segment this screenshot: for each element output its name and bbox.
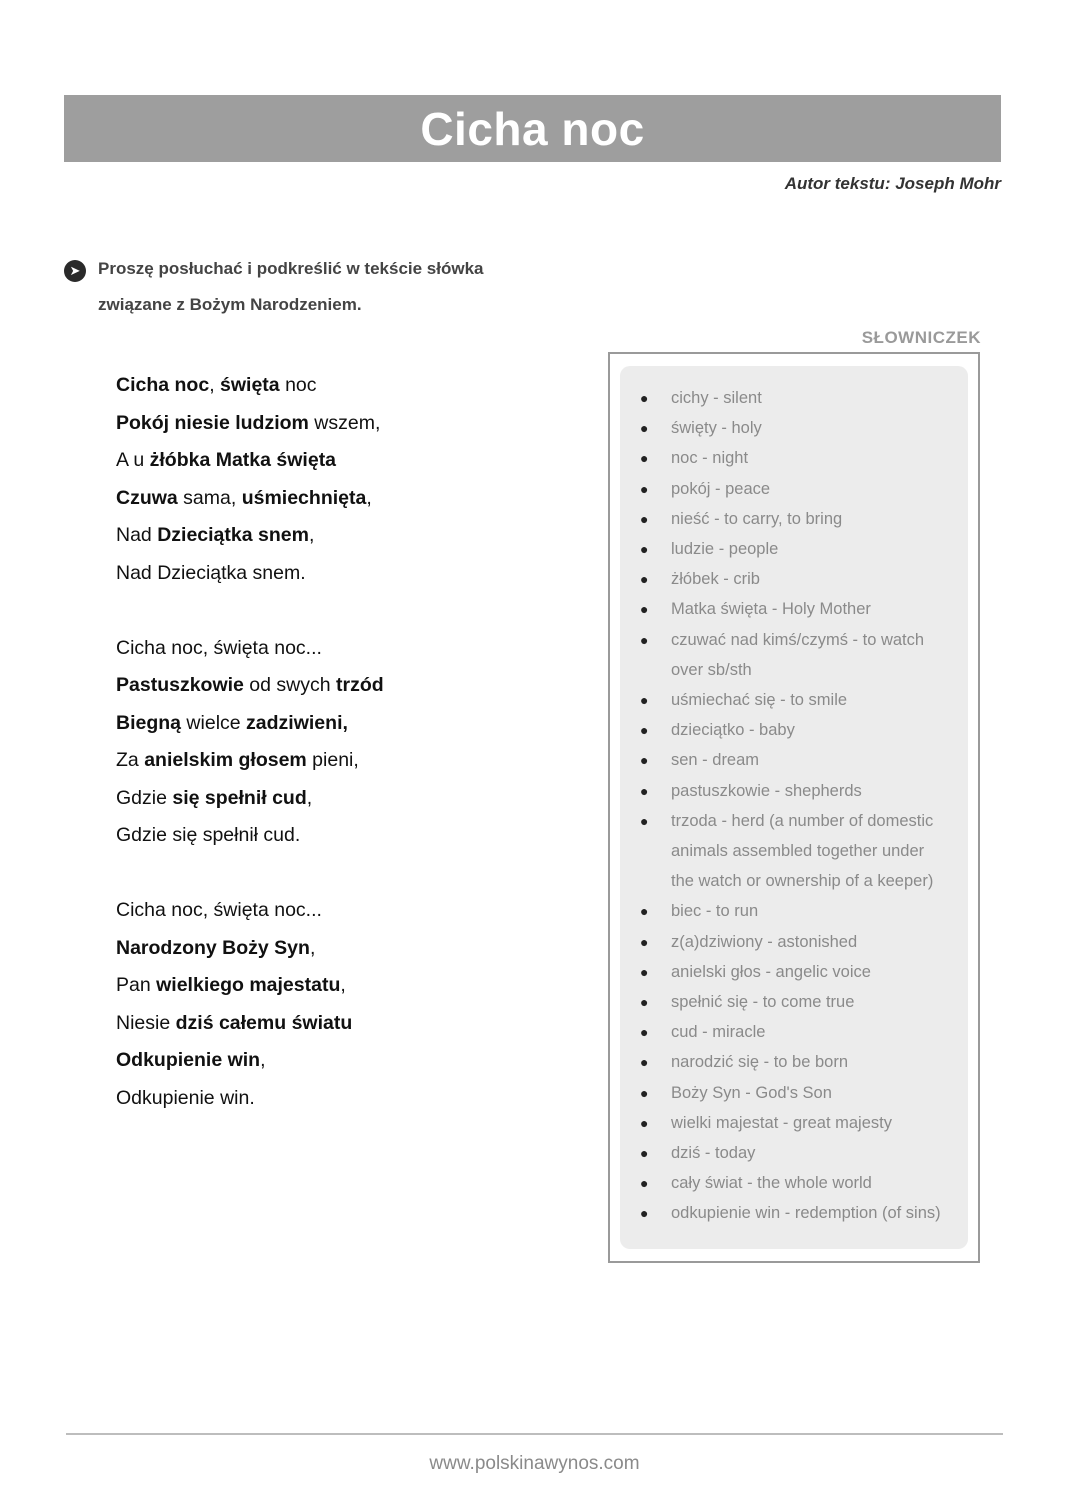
bullet-icon: ●	[640, 480, 649, 497]
lyric-line	[116, 373, 384, 411]
dictionary-entry-text: anielski głos - angelic voice	[671, 962, 871, 981]
lyric-keyword: wielkiego majestatu	[156, 974, 341, 996]
lyric-text: Pan	[116, 974, 157, 996]
author-credit: Autor tekstu: Joseph Mohr	[784, 174, 1001, 193]
lyric-keyword: uśmiechnięta	[241, 486, 367, 509]
dictionary-entry-text: uśmiechać się - to smile	[671, 691, 848, 710]
bullet-icon: ●	[640, 1175, 649, 1192]
dictionary-entry-text: pokój - peace	[671, 479, 771, 498]
dictionary-item	[640, 927, 970, 957]
lyric-text: ,	[366, 486, 372, 509]
bullet-icon: ●	[640, 963, 649, 980]
dictionary-entry-text: animals assembled together under	[671, 842, 925, 861]
dictionary-entry-text: spełnić się - to come true	[671, 993, 855, 1012]
bullet-icon: ●	[640, 631, 649, 648]
lyric-line	[116, 898, 384, 936]
lyric-line	[116, 523, 384, 561]
lyric-text: Cicha noc, święta noc...	[116, 636, 322, 659]
lyric-keyword: się spełnił cud	[172, 786, 307, 809]
lyric-text: ,	[260, 1049, 266, 1071]
lyric-text: od swych	[243, 674, 337, 696]
lyric-text: ,	[306, 786, 313, 809]
lyric-text: wszem,	[308, 411, 381, 434]
dictionary-entry-text: nieść - to carry, to bring	[671, 509, 843, 528]
lyric-line	[116, 1048, 384, 1086]
lyric-keyword: Pokój niesie ludziom	[116, 411, 309, 434]
lyric-line	[116, 786, 384, 824]
lyric-line	[116, 561, 384, 599]
lyric-line	[116, 748, 384, 786]
lyric-line	[116, 823, 384, 861]
lyric-keyword: anielskim głosem	[144, 749, 307, 771]
stanza-gap	[116, 861, 384, 899]
lyric-text: sama,	[177, 486, 242, 509]
dictionary-item	[640, 1017, 970, 1047]
bullet-icon: ●	[640, 390, 649, 406]
bullet-icon: ●	[640, 903, 649, 920]
dictionary-item	[640, 745, 970, 775]
bullet-icon: ●	[640, 420, 649, 437]
dictionary-entry-text: trzoda - herd (a number of domestic	[671, 811, 934, 830]
dictionary-item	[640, 896, 970, 926]
lyric-text: noc	[279, 374, 317, 396]
dictionary-entry-text: sen - dream	[671, 751, 760, 770]
title-banner	[64, 95, 1001, 162]
lyric-text: A u	[116, 449, 150, 471]
lyric-line	[116, 1086, 384, 1124]
lyric-line	[116, 636, 384, 674]
bullet-icon: ●	[640, 782, 649, 799]
bullet-icon: ●	[640, 933, 649, 950]
dictionary-item	[640, 413, 970, 443]
dictionary-entry-text: pastuszkowie - shepherds	[671, 781, 862, 800]
dictionary-entry-text: Matka święta - Holy Mother	[671, 600, 871, 619]
footer-url: www.polskinawynos.com	[429, 1453, 640, 1474]
lyric-keyword: Narodzony Boży Syn	[116, 936, 310, 959]
lyric-line	[116, 486, 384, 524]
lyric-text: Niesie	[116, 1011, 176, 1034]
dictionary-item	[640, 534, 970, 564]
bullet-icon: ●	[640, 601, 649, 618]
lyric-line	[116, 411, 384, 449]
lyric-keyword: Czuwa	[116, 486, 178, 509]
dictionary-entry-text: dziś - today	[671, 1144, 756, 1163]
dictionary-item	[640, 776, 970, 806]
dictionary-entry-text: biec - to run	[671, 902, 759, 921]
dictionary-entry-text: Boży Syn - God's Son	[671, 1083, 832, 1102]
dictionary-item	[640, 1198, 970, 1228]
dictionary-item	[640, 625, 970, 685]
lyric-keyword: Odkupienie win	[116, 1049, 261, 1071]
instruction-line-2: związane z Bożym Narodzeniem.	[98, 295, 362, 314]
page-title: Cicha noc	[420, 102, 645, 155]
dictionary-entry-text: ludzie - people	[671, 540, 779, 559]
dictionary-item	[640, 715, 970, 745]
dictionary-entry-text: dzieciątko - baby	[671, 721, 795, 740]
lyric-line	[116, 673, 384, 711]
dictionary-item	[640, 685, 970, 715]
lyric-keyword: trzód	[336, 674, 384, 696]
dictionary-entry-text: święty - holy	[671, 419, 762, 438]
dictionary-item	[640, 1078, 970, 1108]
bullet-icon: ●	[640, 571, 649, 588]
dictionary-entry-text: cud - miracle	[671, 1023, 766, 1042]
lyric-text: ,	[309, 936, 316, 959]
bullet-icon: ●	[640, 541, 649, 558]
lyric-keyword: zadziwieni,	[246, 711, 348, 734]
lyric-keyword: żłóbka Matka święta	[149, 449, 337, 471]
dictionary-entry-text: the watch or ownership of a keeper)	[671, 872, 934, 891]
lyric-text: wielce	[181, 711, 247, 734]
lyric-text: Gdzie się spełnił cud.	[116, 824, 301, 846]
lyric-line	[116, 448, 384, 486]
bullet-icon: ●	[640, 510, 649, 527]
dictionary-item	[640, 1138, 970, 1168]
dictionary-item	[640, 1108, 970, 1138]
lyric-text: Gdzie	[116, 786, 173, 809]
bullet-icon: ●	[640, 1054, 649, 1071]
dictionary-item	[640, 806, 970, 897]
dictionary-entry-text: wielki majestat - great majesty	[671, 1113, 892, 1132]
lyric-keyword: dziś całemu światu	[175, 1011, 353, 1034]
bullet-icon: ●	[640, 1145, 649, 1162]
dictionary-item	[640, 1168, 970, 1198]
lyric-text: ,	[340, 974, 346, 996]
dictionary-item	[640, 443, 970, 473]
dictionary-item	[640, 504, 970, 534]
dictionary-item	[640, 594, 970, 624]
dictionary-entry-text: z(a)dziwiony - astonished	[671, 932, 858, 951]
lyric-keyword: Dzieciątka snem	[157, 524, 309, 546]
bullet-icon: ●	[640, 450, 649, 467]
dictionary-entry-text: żłóbek - crib	[671, 570, 760, 589]
dictionary-entry-text: over sb/sth	[671, 660, 752, 679]
lyric-keyword: Pastuszkowie	[116, 674, 244, 696]
bullet-icon: ●	[640, 1205, 649, 1222]
lyric-text: Cicha noc, święta noc...	[116, 899, 322, 921]
dictionary-list	[640, 383, 970, 1229]
dictionary-entry-text: cały świat - the whole world	[671, 1174, 872, 1193]
lyric-text: pieni,	[306, 749, 359, 771]
bullet-icon: ●	[640, 722, 649, 739]
lyric-line	[116, 973, 384, 1011]
dictionary-entry-text: noc - night	[671, 449, 749, 468]
dictionary-item	[640, 383, 970, 413]
bullet-icon: ●	[640, 812, 649, 829]
dictionary-item	[640, 564, 970, 594]
dictionary-entry-text: czuwać nad kimś/czymś - to watch	[671, 630, 925, 649]
lyric-text: Nad Dzieciątka snem.	[116, 561, 306, 584]
lyric-keyword: Cicha noc	[116, 374, 210, 396]
bullet-icon: ●	[640, 692, 649, 709]
lyric-line	[116, 936, 384, 974]
lyric-keyword: Biegną	[116, 711, 182, 734]
stanza-gap	[116, 598, 384, 636]
dictionary-heading: SŁOWNICZEK	[861, 328, 981, 347]
dictionary-item	[640, 1047, 970, 1077]
bullet-icon: ●	[640, 752, 649, 769]
bullet-icon: ●	[640, 1114, 649, 1131]
lyric-text: Odkupienie win.	[116, 1086, 255, 1109]
lyric-line	[116, 711, 384, 749]
lyric-text: ,	[308, 524, 315, 546]
lyric-text: Za	[116, 749, 145, 771]
arrow-right-circle-icon: ➤	[64, 260, 86, 282]
dictionary-item	[640, 474, 970, 504]
dictionary-entry-text: narodzić się - to be born	[671, 1053, 849, 1072]
lyric-text: Nad	[116, 524, 158, 546]
lyric-text: ,	[209, 374, 221, 396]
bullet-icon: ●	[640, 1084, 649, 1101]
footer-divider	[66, 1433, 1003, 1435]
lyric-keyword: święta	[220, 374, 280, 396]
bullet-icon: ●	[640, 1024, 649, 1041]
dictionary-item	[640, 957, 970, 987]
lyric-line	[116, 1011, 384, 1049]
dictionary-entry-text: cichy - silent	[671, 389, 762, 407]
dictionary-entry-text: odkupienie win - redemption (of sins)	[671, 1204, 941, 1223]
instruction-line-1: Proszę posłuchać i podkreślić w tekście słówka	[98, 259, 484, 278]
dictionary-item	[640, 987, 970, 1017]
bullet-icon: ●	[640, 994, 649, 1011]
song-lyrics	[116, 373, 384, 1123]
